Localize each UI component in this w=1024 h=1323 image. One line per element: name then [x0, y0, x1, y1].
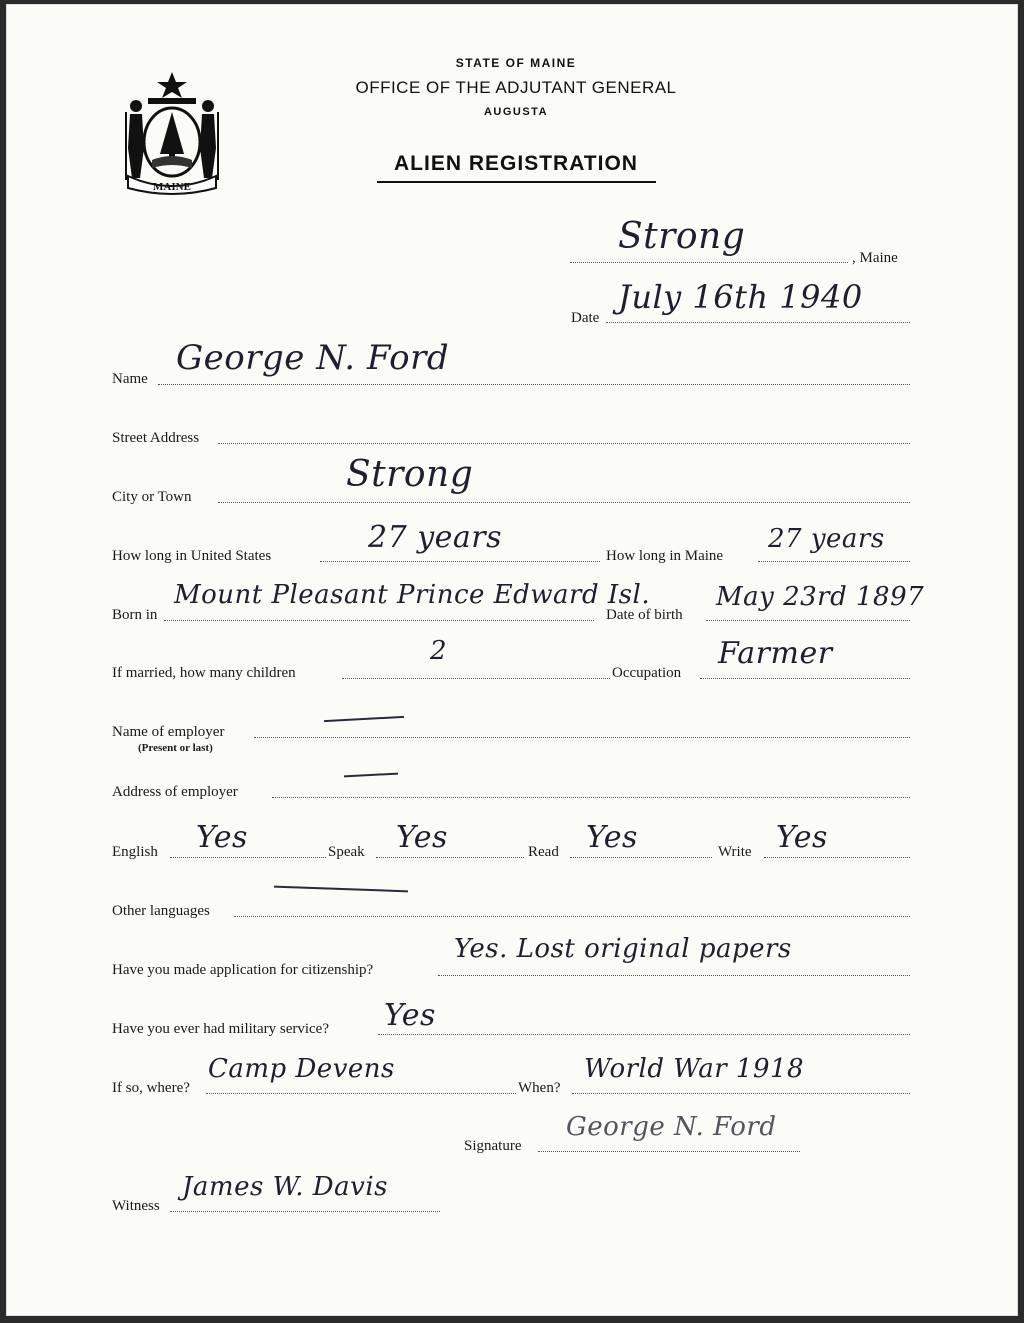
- witness-line: [170, 1211, 440, 1212]
- speak-value: Yes: [396, 820, 448, 855]
- when-label: When?: [518, 1080, 561, 1096]
- write-label: Write: [718, 844, 752, 860]
- name-line: [158, 384, 910, 385]
- town-value: Strong: [618, 216, 746, 257]
- read-value: Yes: [586, 820, 638, 855]
- married-line: [342, 678, 610, 679]
- header-office: OFFICE OF THE ADJUTANT GENERAL: [355, 78, 677, 97]
- name-value: George N. Ford: [176, 338, 450, 378]
- born-in-value: Mount Pleasant Prince Edward Isl.: [174, 580, 651, 610]
- date-of-birth-value: May 23rd 1897: [716, 582, 925, 612]
- citizenship-line: [438, 975, 910, 976]
- date-of-birth-label: Date of birth: [606, 607, 683, 623]
- title-underline: [377, 181, 656, 183]
- how-long-us-line: [320, 561, 600, 562]
- svg-text:MAINE: MAINE: [153, 181, 191, 193]
- when-line: [572, 1093, 910, 1094]
- header-state: STATE OF MAINE: [455, 56, 577, 70]
- date-label: Date: [571, 310, 600, 326]
- street-label: Street Address: [112, 430, 200, 446]
- how-long-us-value: 27 years: [368, 520, 503, 555]
- other-languages-dash: [274, 886, 408, 893]
- english-value: Yes: [196, 820, 248, 855]
- children-value: 2: [430, 636, 448, 666]
- military-value: Yes: [384, 998, 436, 1033]
- occupation-value: Farmer: [718, 636, 833, 671]
- how-long-maine-line: [758, 561, 910, 562]
- witness-value: James W. Davis: [182, 1172, 388, 1202]
- registration-form: [6, 4, 1018, 1316]
- speak-line: [376, 857, 524, 858]
- other-languages-label: Other languages: [112, 903, 210, 919]
- maine-label: , Maine: [852, 250, 898, 266]
- date-of-birth-line: [706, 620, 910, 621]
- english-label: English: [112, 844, 158, 860]
- how-long-us-label: How long in United States: [112, 548, 272, 564]
- how-long-maine-value: 27 years: [768, 524, 885, 554]
- write-line: [764, 857, 910, 858]
- born-in-label: Born in: [112, 607, 158, 623]
- city-line: [218, 502, 910, 503]
- date-line: [606, 322, 910, 323]
- occupation-label: Occupation: [612, 665, 682, 681]
- city-value: Strong: [346, 454, 474, 495]
- employer-note: (Present or last): [138, 742, 213, 754]
- born-in-line: [164, 620, 594, 621]
- town-line: [570, 262, 848, 263]
- citizenship-value: Yes. Lost original papers: [454, 934, 792, 964]
- signature-label: Signature: [464, 1138, 522, 1154]
- date-value: July 16th 1940: [618, 278, 863, 316]
- where-value: Camp Devens: [208, 1054, 395, 1084]
- witness-label: Witness: [112, 1198, 160, 1214]
- speak-label: Speak: [328, 844, 365, 860]
- military-label: Have you ever had military service?: [112, 1021, 329, 1037]
- signature-value: George N. Ford: [566, 1112, 777, 1142]
- english-line: [170, 857, 326, 858]
- write-value: Yes: [776, 820, 828, 855]
- maine-state-seal-icon: [118, 68, 226, 198]
- employer-label: Name of employer: [112, 724, 225, 740]
- when-value: World War 1918: [584, 1054, 805, 1084]
- form-title: ALIEN REGISTRATION: [394, 152, 638, 175]
- where-line: [206, 1093, 516, 1094]
- employer-address-label: Address of employer: [112, 784, 238, 800]
- name-label: Name: [112, 371, 148, 387]
- where-label: If so, where?: [112, 1080, 190, 1096]
- header-city: AUGUSTA: [483, 106, 549, 118]
- employer-address-line: [272, 797, 910, 798]
- married-label: If married, how many children: [112, 665, 296, 681]
- read-line: [570, 857, 712, 858]
- military-line: [378, 1034, 910, 1035]
- citizenship-label: Have you made application for citizenship?: [112, 962, 374, 978]
- occupation-line: [700, 678, 910, 679]
- employer-dash: [324, 716, 404, 722]
- city-label: City or Town: [112, 489, 192, 505]
- signature-line: [538, 1151, 800, 1152]
- employer-address-dash: [344, 773, 398, 778]
- street-line: [218, 443, 910, 444]
- employer-line: [254, 737, 910, 738]
- how-long-maine-label: How long in Maine: [606, 548, 724, 564]
- other-languages-line: [234, 916, 910, 917]
- read-label: Read: [528, 844, 559, 860]
